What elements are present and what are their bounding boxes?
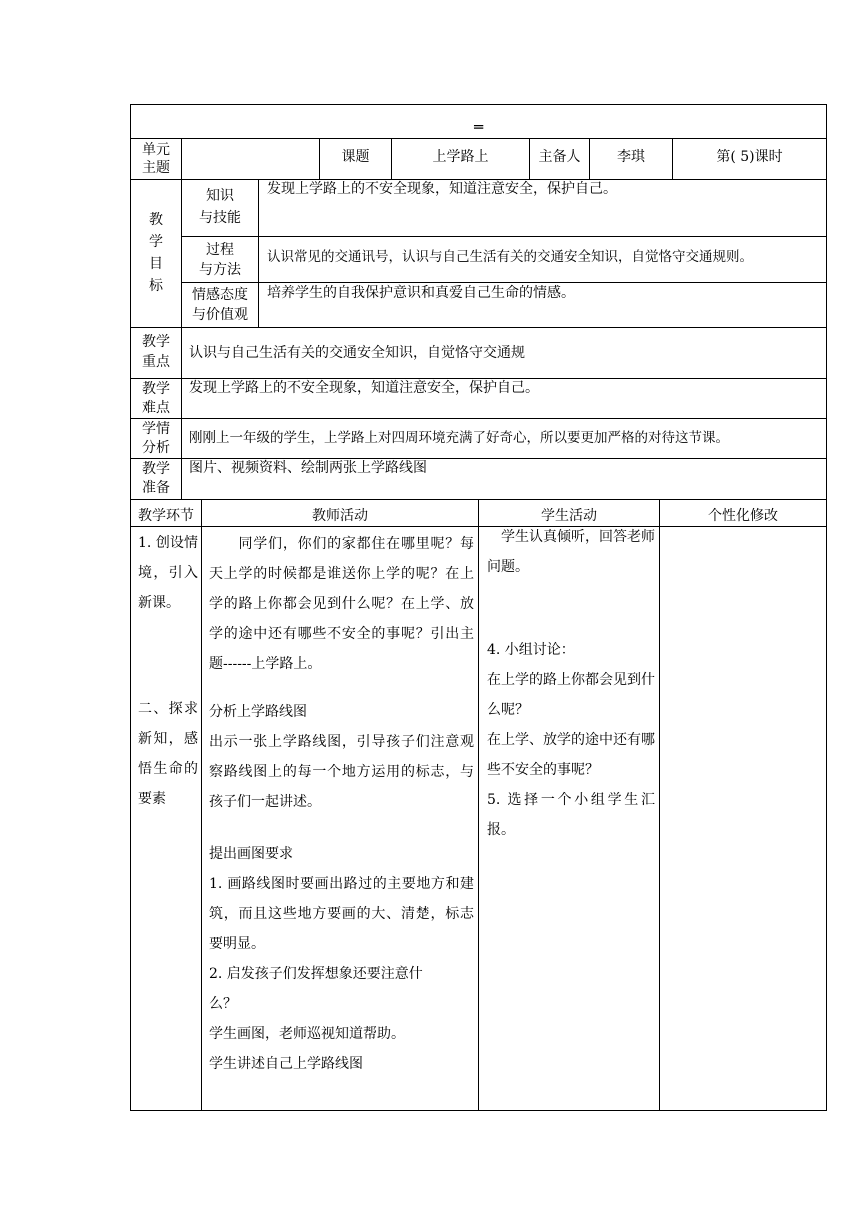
teacher-paragraph-presentation: 学生讲述自己上学路线图	[209, 1056, 363, 1072]
student-analysis-label: 学情 分析	[142, 421, 170, 456]
key-point-label: 教学 重点	[142, 334, 170, 370]
row-divider	[131, 327, 826, 328]
topic-value: 上学路上	[432, 149, 489, 165]
difficulty-label: 教学 难点	[142, 381, 170, 416]
preparer-label: 主备人	[538, 149, 581, 165]
teacher-drawing-req-2: 2. 启发孩子们发挥想象还要注意什么？	[209, 966, 423, 1012]
stage-header: 教学环节	[138, 508, 194, 524]
teacher-section-analysis-title: 分析上学路线图	[209, 704, 307, 720]
objective-process-label: 过程 与方法	[199, 242, 241, 278]
student-question-2: 在上学、放学的途中还有哪些不安全的事呢？	[487, 732, 655, 778]
row-divider	[181, 236, 826, 237]
col-divider	[478, 499, 479, 1111]
topic-label: 课题	[341, 149, 370, 165]
teacher-activity	[209, 529, 474, 1079]
student-activity	[487, 522, 655, 845]
lesson-plan-table	[130, 104, 827, 1111]
col-divider	[258, 179, 259, 327]
teacher-activity-header: 教师活动	[312, 508, 368, 524]
objective-knowledge-label: 知识 与技能	[199, 188, 241, 226]
preparer-value: 李琪	[617, 149, 645, 165]
preparation-label: 教学 准备	[142, 461, 170, 496]
student-paragraph-listen: 学生认真倾听，回答老师问题。	[487, 529, 655, 575]
col-divider	[659, 499, 660, 1111]
student-group-report: 5. 选择一个小组学生汇报。	[487, 792, 655, 838]
top-mark: ═	[473, 118, 484, 136]
preparation-text: 图片、视频资料、绘制两张上学路线图	[189, 460, 427, 476]
objectives-label: 教 学 目 标	[149, 212, 163, 294]
objective-knowledge-text: 发现上学路上的不安全现象，知道注意安全，保护自己。	[267, 181, 617, 197]
student-question-1: 在上学的路上你都会见到什么呢？	[487, 672, 655, 718]
unit-label: 单元 主题	[142, 142, 170, 176]
row-divider	[131, 138, 826, 139]
row-divider	[131, 418, 826, 419]
teacher-section-drawing-title: 提出画图要求	[209, 846, 293, 862]
objective-emotion-label: 情感态度 与价值观	[192, 287, 248, 323]
col-divider	[201, 499, 202, 1111]
stage-2: 二、探求新知，感悟生命的要素	[138, 701, 198, 807]
key-point-text: 认识与自己生活有关的交通安全知识，自觉恪守交通规	[189, 345, 525, 361]
objective-emotion-text: 培养学生的自我保护意识和真爱自己生命的情感。	[267, 285, 575, 301]
student-analysis-text: 刚刚上一年级的学生，上学路上对四周环境充满了好奇心，所以要更加严格的对待这节课。	[189, 430, 729, 446]
student-group-discussion: 4. 小组讨论：	[487, 642, 575, 658]
teacher-paragraph-drawing: 学生画图，老师巡视知道帮助。	[209, 1026, 405, 1042]
personal-edit-header: 个性化修改	[708, 508, 778, 524]
teacher-paragraph-analysis: 出示一张上学路线图，引导孩子们注意观察路线图上的每一个地方运用的标志，与孩子们一起讲述。	[209, 734, 474, 810]
period-label: 第( 5)课时	[716, 149, 783, 165]
teacher-paragraph-intro: 同学们，你们的家都住在哪里呢？每天上学的时候都是谁送你上学的呢？在上学的路上你都会见到什么呢？在上学、放学的途中还有哪些不安全的事呢？引出主题------上学路上。	[209, 536, 474, 672]
student-activity-header: 学生活动	[541, 508, 597, 524]
teacher-drawing-req-1: 1. 画路线图时要画出路过的主要地方和建筑，而且这些地方要画的大、清楚，标志要明显。	[209, 876, 474, 952]
objective-process-text: 认识常见的交通讯号，认识与自己生活有关的交通安全知识，自觉恪守交通规则。	[267, 249, 753, 265]
difficulty-text: 发现上学路上的不安全现象，知道注意安全，保护自己。	[189, 380, 539, 396]
stage-1: 1. 创设情境，引入新课。	[138, 535, 198, 611]
